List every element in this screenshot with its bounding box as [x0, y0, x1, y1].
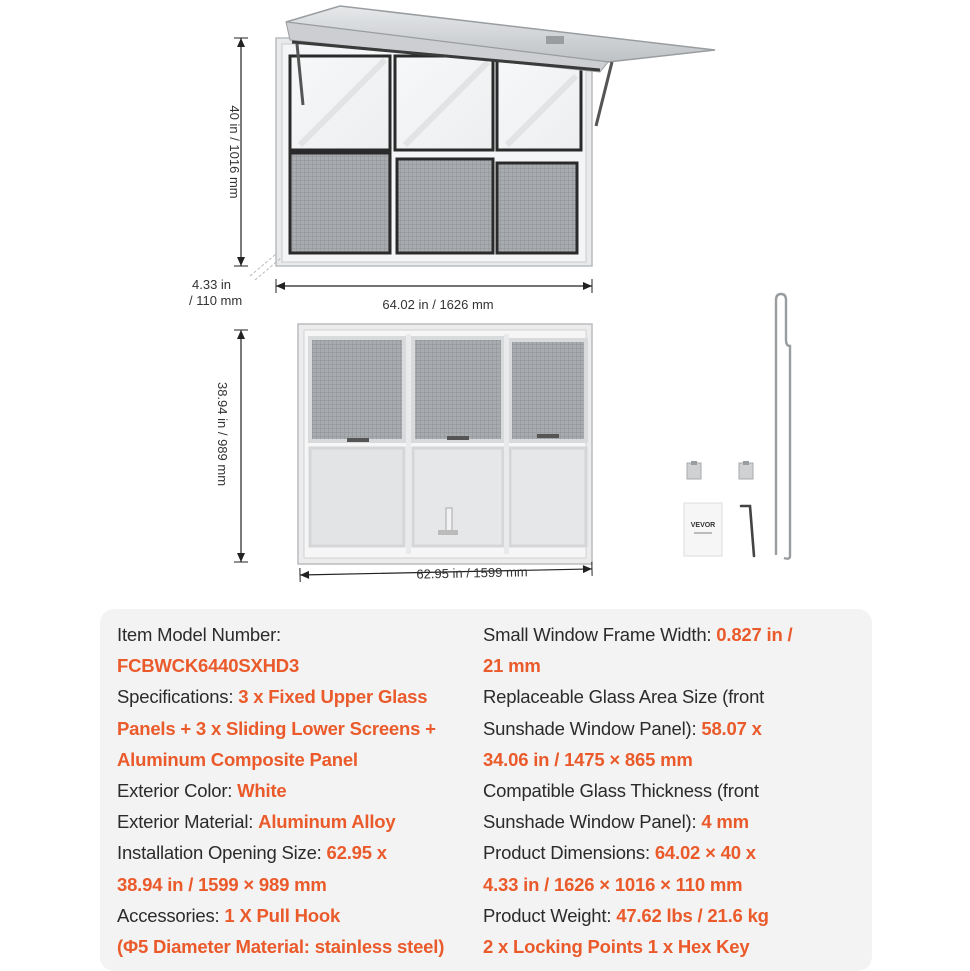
spec-label: Replaceable Glass Area Size (front — [483, 686, 765, 708]
spec-line — [483, 900, 863, 931]
spec-line — [483, 744, 863, 775]
spec-line — [117, 869, 477, 900]
locking-point-left — [687, 461, 701, 479]
top-depth-in-label: 4.33 in — [192, 277, 232, 292]
spec-label: Item Model Number: — [117, 624, 281, 645]
spec-line — [117, 837, 477, 868]
specifications-panel — [100, 609, 872, 971]
spec-value: Aluminum Alloy — [258, 811, 396, 833]
accessories-illustration — [684, 294, 790, 559]
top-depth-dimension — [189, 277, 242, 308]
spec-label: Accessories: — [117, 904, 225, 926]
spec-line — [483, 775, 863, 806]
spec-value: FCBWCK6440SXHD3 — [117, 655, 300, 677]
spec-value: 64.02 × 40 x — [654, 842, 756, 864]
bottom-height-label: 38.94 in / 989 mm — [215, 381, 230, 487]
spec-label: Installation Opening Size: — [117, 842, 327, 864]
bottom-width-label: 62.95 in / 1599 mm — [416, 564, 528, 582]
top-height-dimension — [227, 38, 248, 266]
spec-value: 21 mm — [483, 655, 541, 677]
spec-label: Product Dimensions: — [483, 842, 655, 864]
spec-label: Exterior Material: — [117, 811, 259, 833]
top-width-label: 64.02 in / 1626 mm — [382, 297, 494, 312]
specs-left-column — [117, 619, 477, 962]
spec-value: Aluminum Composite Panel — [117, 748, 358, 770]
spec-value: 0.827 in / — [716, 624, 793, 645]
spec-value: 1 X Pull Hook — [224, 904, 341, 926]
spec-label: Exterior Color: — [117, 779, 238, 801]
spec-line — [483, 650, 863, 681]
top-window-illustration — [250, 6, 715, 280]
spec-value: White — [237, 779, 287, 801]
spec-value: 58.07 x — [701, 717, 762, 739]
spec-label: Specifications: — [117, 686, 239, 708]
spec-line — [483, 619, 863, 650]
spec-value: (Φ5 Diameter Material: stainless steel) — [117, 935, 445, 957]
spec-label: Small Window Frame Width: — [483, 624, 717, 645]
spec-line — [117, 650, 477, 681]
spec-line — [117, 931, 477, 962]
spec-line — [117, 619, 477, 650]
top-height-label: 40 in / 1016 mm — [227, 105, 242, 199]
spec-label: Sunshade Window Panel): — [483, 717, 702, 739]
spec-label: Product Weight: — [483, 904, 617, 926]
spec-value: 3 x Fixed Upper Glass — [238, 686, 428, 708]
spec-line — [117, 744, 477, 775]
spec-value: Panels + 3 x Sliding Lower Screens + — [117, 717, 436, 739]
spec-line — [117, 775, 477, 806]
spec-value: 38.94 in / 1599 × 989 mm — [117, 873, 327, 895]
spec-line — [483, 713, 863, 744]
spec-line — [483, 931, 863, 962]
spec-line — [483, 681, 863, 712]
bottom-window-illustration — [298, 324, 592, 564]
spec-line — [117, 806, 477, 837]
bottom-width-dimension — [300, 562, 592, 584]
spec-value: 62.95 x — [326, 842, 387, 864]
locking-point-right — [739, 461, 753, 479]
top-width-dimension — [276, 279, 592, 312]
spec-line — [483, 837, 863, 868]
spec-line — [483, 806, 863, 837]
manual-card — [684, 503, 722, 556]
spec-line — [117, 900, 477, 931]
spec-value: 2 x Locking Points 1 x Hex Key — [483, 935, 750, 957]
spec-line — [483, 869, 863, 900]
spec-line — [117, 713, 477, 744]
spec-value: 34.06 in / 1475 × 865 mm — [483, 748, 693, 770]
manual-brand: VEVOR — [690, 522, 716, 529]
spec-label: Sunshade Window Panel): — [483, 811, 702, 833]
specs-right-column — [483, 619, 863, 962]
bottom-height-dimension — [215, 330, 248, 562]
hex-key — [741, 506, 754, 556]
spec-value: 4 mm — [701, 811, 749, 833]
spec-value: 4.33 in / 1626 × 1016 × 110 mm — [483, 873, 743, 895]
top-depth-mm-label: / 110 mm — [189, 293, 243, 308]
pull-hook — [776, 294, 790, 559]
spec-label: Compatible Glass Thickness (front — [483, 779, 759, 801]
spec-line — [117, 681, 477, 712]
spec-value: 47.62 lbs / 21.6 kg — [616, 904, 769, 926]
